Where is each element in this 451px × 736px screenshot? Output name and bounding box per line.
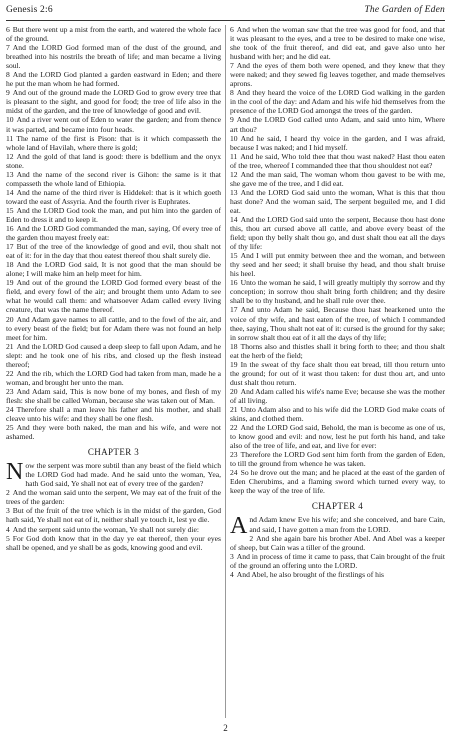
verse-text: And the man said, The woman whom thou gavest to be with me, she gave me of the tree, and I did eat. bbox=[230, 169, 445, 188]
verse-number: 13 bbox=[6, 169, 14, 179]
verse bbox=[230, 387, 445, 405]
verse-number: 4 bbox=[6, 524, 10, 534]
verse-text: And the LORD God caused a deep sleep to fall upon Adam, and he slept: and he took one of his ribs, and closed up the flesh instead thereof; bbox=[6, 341, 221, 369]
verse-number: 17 bbox=[6, 242, 14, 252]
verse bbox=[230, 251, 445, 278]
verse-number: 25 bbox=[6, 423, 14, 433]
verse-text: And the LORD God planted a garden eastward in Eden; and there he put the man whom he had formed. bbox=[6, 70, 221, 89]
verse-number: 11 bbox=[230, 151, 238, 161]
verse bbox=[6, 170, 221, 188]
right-chapter-verse-list bbox=[230, 534, 445, 579]
verse-text: And the LORD God said, It is not good that the man should be alone; I will make him an help meet for him. bbox=[6, 260, 221, 279]
verse bbox=[6, 224, 221, 242]
verse-number: 23 bbox=[6, 386, 14, 396]
verse bbox=[6, 405, 221, 423]
verse-text: And Adam gave names to all cattle, and to the fowl of the air, and to every beast of the field; but for Adam there was not found an help meet for him. bbox=[6, 314, 221, 342]
header-rule bbox=[6, 20, 445, 21]
verse-text: Unto Adam also and to his wife did the LORD God make coats of skins, and clothed them. bbox=[230, 404, 445, 424]
verse bbox=[6, 260, 221, 278]
chapter-opening-verse bbox=[230, 513, 445, 540]
verse-text: And they heard the voice of the LORD God walking in the garden in the cool of the day: and Adam and his wife hid themselves from the presence of the LORD God amongst the trees of the garden. bbox=[230, 88, 445, 116]
verse-text: And the name of the second river is Gihon: the same is it that compasseth the whole land of Ethiopia. bbox=[6, 169, 221, 188]
verse-text: And the rib, which the LORD God had taken from man, made he a woman, and brought her unto the man. bbox=[6, 368, 221, 387]
verse-text: And he said, I heard thy voice in the garden, and I was afraid, because I was naked; and I hid myself. bbox=[230, 133, 445, 152]
verse-text: And in process of time it came to pass, that Cain brought of the fruit of the ground an offering unto the LORD. bbox=[230, 551, 445, 570]
verse-number: 10 bbox=[230, 133, 238, 143]
verse-number: 10 bbox=[6, 115, 14, 125]
verse-text: And the LORD God said unto the woman, What is this that thou hast done? And the woman said, The serpent beguiled me, and I did eat. bbox=[230, 187, 445, 215]
verse-number: 2 bbox=[249, 533, 254, 543]
verse-text: ow the serpent was more subtil than any beast of the field which the LORD God had made. And he said unto the woman, Yea, hath God said, Ye shall not eat of every tree of the garden? bbox=[25, 461, 221, 489]
verse-text: And the LORD God called unto Adam, and said unto him, Where art thou? bbox=[230, 115, 445, 134]
verse-number: 2 bbox=[6, 488, 10, 498]
verse-number: 24 bbox=[6, 404, 14, 414]
verse-text: So he drove out the man; and he placed at the east of the garden of Eden Cherubims, and a flaming sword which turned every way, to keep the way of the tree of life. bbox=[230, 468, 445, 496]
verse-text: And the woman said unto the serpent, We may eat of the fruit of the trees of the garden: bbox=[6, 488, 221, 507]
left-column bbox=[6, 25, 221, 720]
verse bbox=[230, 570, 445, 579]
verse bbox=[6, 423, 221, 441]
right-verse-list bbox=[230, 25, 445, 495]
verse bbox=[6, 152, 221, 170]
verse bbox=[6, 242, 221, 260]
drop-cap: N bbox=[6, 459, 24, 486]
verse-number: 16 bbox=[6, 224, 14, 234]
verse-text: Thorns also and thistles shall it bring forth to thee; and thou shalt eat the herb of the field; bbox=[230, 341, 445, 360]
verse-text: But of the tree of the knowledge of good and evil, thou shalt not eat of it: for in the day that thou eatest thereof thou shalt surely die. bbox=[6, 242, 221, 261]
verse-number: 7 bbox=[230, 61, 234, 71]
chapter-heading: CHAPTER 3 bbox=[87, 447, 140, 458]
verse-number: 8 bbox=[6, 70, 10, 80]
verse-text: And she again bare his brother Abel. And Abel was a keeper of sheep, but Cain was a tiller of the ground. bbox=[230, 533, 445, 552]
verse-number: 24 bbox=[230, 468, 238, 478]
verse-text: And the LORD God said, Behold, the man is become as one of us, to know good and evil: and now, lest he put forth his hand, and take also of the tree of life, and eat, and live for ever: bbox=[230, 423, 445, 451]
verse-number: 17 bbox=[230, 305, 238, 315]
verse bbox=[230, 360, 445, 387]
verse bbox=[6, 506, 221, 524]
verse-number: 3 bbox=[230, 551, 234, 561]
verse-number: 19 bbox=[230, 359, 238, 369]
verse-text: nd Adam knew Eve his wife; and she conceived, and bare Cain, and said, I have gotten a man from the LORD. bbox=[249, 515, 445, 534]
verse bbox=[6, 387, 221, 405]
verse-number: 18 bbox=[230, 341, 238, 351]
verse-number: 23 bbox=[230, 450, 238, 460]
verse bbox=[6, 206, 221, 224]
verse-text: And out of the ground the LORD God formed every beast of the field, and every fowl of the air; and brought them unto Adam to see what he would call them: and whatsoever Adam called every living creature, that was the name thereof. bbox=[6, 278, 221, 315]
verse-text: And out of the ground made the LORD God to grow every tree that is pleasant to the sight, and good for food; the tree of life also in the midst of the garden, and the tree of knowledge of good and evil. bbox=[6, 88, 221, 116]
verse-number: 22 bbox=[230, 423, 238, 433]
verse bbox=[6, 88, 221, 115]
left-chapter-verse-list bbox=[6, 488, 221, 551]
verse-number: 21 bbox=[6, 341, 14, 351]
verse-number: 20 bbox=[6, 314, 14, 324]
chapter-opening-verse bbox=[6, 461, 221, 488]
verse bbox=[230, 215, 445, 251]
verse-text: And he said, Who told thee that thou wast naked? Hast thou eaten of the tree, whereof I commanded thee that thou shouldest not eat? bbox=[230, 151, 445, 170]
verse-text: And the LORD God formed man of the dust of the ground, and breathed into his nostrils the breath of life; and man became a living soul. bbox=[6, 43, 221, 71]
verse bbox=[6, 534, 221, 552]
verse-number: 21 bbox=[230, 404, 238, 414]
verse-text: Therefore the LORD God sent him forth from the garden of Eden, to till the ground from whence he was taken. bbox=[230, 450, 445, 469]
chapter-heading: CHAPTER 4 bbox=[311, 501, 364, 512]
right-column bbox=[230, 25, 445, 720]
verse bbox=[230, 152, 445, 170]
verse-number: 22 bbox=[6, 368, 14, 378]
verse bbox=[230, 534, 445, 552]
column-divider bbox=[225, 25, 226, 718]
verse-text: And the eyes of them both were opened, and they knew that they were naked; and they sewed fig leaves together, and made themselves aprons. bbox=[230, 61, 445, 89]
header-reference: Genesis 2:6 bbox=[6, 5, 53, 15]
verse-text: And when the woman saw that the tree was good for food, and that it was pleasant to the eyes, and a tree to be desired to make one wise, she took of the fruit thereof, and did eat, and gave also unto her husband with her; and he did eat. bbox=[230, 25, 445, 62]
verse-text: Unto the woman he said, I will greatly multiply thy sorrow and thy conception; in sorrow thou shalt bring forth children; and thy desire shall be to thy husband, and he shall rule over thee. bbox=[230, 278, 445, 306]
verse-text: The name of the first is Pison: that is it which compasseth the whole land of Havilah, where there is gold; bbox=[6, 133, 221, 152]
verse bbox=[230, 342, 445, 360]
verse-text: And unto Adam he said, Because thou hast hearkened unto the voice of thy wife, and hast eaten of the tree, of which I commanded thee, saying, Thou shalt not eat of it: cursed is the ground for thy sake; in sorrow shalt thou eat of it all the days of thy life; bbox=[230, 305, 445, 342]
verse-text: And Adam said, This is now bone of my bones, and flesh of my flesh: she shall be called Woman, because she was taken out of Man. bbox=[6, 386, 221, 405]
verse-number: 6 bbox=[6, 25, 10, 34]
verse bbox=[230, 88, 445, 115]
verse bbox=[6, 525, 221, 534]
verse-number: 5 bbox=[6, 533, 10, 543]
verse-number: 3 bbox=[6, 506, 10, 516]
verse-number: 13 bbox=[230, 187, 238, 197]
verse bbox=[230, 450, 445, 468]
verse bbox=[6, 488, 221, 506]
verse-text: And the LORD God commanded the man, saying, Of every tree of the garden thou mayest freely eat: bbox=[6, 224, 221, 243]
verse bbox=[230, 25, 445, 61]
verse-number: 16 bbox=[230, 278, 238, 288]
verse-text: And the gold of that land is good: there is bdellium and the onyx stone. bbox=[6, 151, 221, 170]
verse bbox=[230, 188, 445, 215]
verse-number: 6 bbox=[230, 25, 234, 34]
verse bbox=[6, 25, 221, 43]
verse bbox=[230, 468, 445, 495]
verse-text: But there went up a mist from the earth, and watered the whole face of the ground. bbox=[6, 25, 221, 44]
verse-number: 18 bbox=[6, 260, 14, 270]
verse bbox=[6, 369, 221, 387]
verse-number: 9 bbox=[230, 115, 234, 125]
drop-cap: A bbox=[230, 513, 248, 540]
verse bbox=[6, 342, 221, 369]
left-verse-list bbox=[6, 25, 221, 441]
verse bbox=[230, 405, 445, 423]
verse-number: 12 bbox=[6, 151, 14, 161]
running-header bbox=[6, 5, 445, 19]
verse-text: For God doth know that in the day ye eat thereof, then your eyes shall be opened, and ye shall be as gods, knowing good and evil. bbox=[6, 533, 221, 552]
verse-text: And the LORD God said unto the serpent, Because thou hast done this, thou art cursed above all cattle, and above every beast of the field; upon thy belly shalt thou go, and dust shalt thou eat all the days of thy life: bbox=[230, 214, 445, 252]
verse bbox=[6, 70, 221, 88]
verse-text: And the serpent said unto the woman, Ye shall not surely die: bbox=[12, 524, 200, 534]
verse-number: 19 bbox=[6, 278, 14, 288]
verse-text: Therefore shall a man leave his father and his mother, and shall cleave unto his wife: and they shall be one flesh. bbox=[6, 404, 221, 424]
verse-number: 14 bbox=[6, 187, 14, 197]
verse bbox=[230, 115, 445, 133]
verse bbox=[6, 315, 221, 342]
verse-number: 8 bbox=[230, 88, 234, 98]
verse-number: 9 bbox=[6, 88, 10, 98]
verse-text: But of the fruit of the tree which is in the midst of the garden, God hath said, Ye shall not eat of it, neither shall ye touch it, lest ye die. bbox=[6, 506, 221, 525]
verse-text: And the LORD God took the man, and put him into the garden of Eden to dress it and to keep it. bbox=[6, 205, 221, 224]
verse bbox=[6, 43, 221, 70]
verse bbox=[230, 170, 445, 188]
verse bbox=[6, 115, 221, 133]
verse-number: 12 bbox=[230, 169, 238, 179]
verse-number: 15 bbox=[230, 251, 238, 261]
verse bbox=[230, 423, 445, 450]
verse-text: And Abel, he also brought of the firstlings of his bbox=[236, 569, 385, 579]
verse-number: 7 bbox=[6, 43, 10, 53]
verse-number: 11 bbox=[6, 133, 14, 143]
page-number: 2 bbox=[223, 723, 228, 733]
verse-text: And Adam called his wife's name Eve; because she was the mother of all living. bbox=[230, 386, 445, 405]
verse bbox=[6, 278, 221, 314]
header-title: The Garden of Eden bbox=[364, 5, 445, 15]
verse-text: And the name of the third river is Hiddekel: that is it which goeth toward the east of Assyria. And the fourth river is Euphrates. bbox=[6, 187, 221, 206]
verse-number: 15 bbox=[6, 205, 14, 215]
verse-text: And they were both naked, the man and his wife, and were not ashamed. bbox=[6, 423, 221, 442]
verse bbox=[230, 61, 445, 88]
verse-text: And a river went out of Eden to water the garden; and from thence it was parted, and became into four heads. bbox=[6, 115, 221, 134]
verse-number: 4 bbox=[230, 569, 234, 579]
verse-number: 20 bbox=[230, 386, 238, 396]
verse bbox=[230, 134, 445, 152]
verse bbox=[6, 134, 221, 152]
verse-number: 14 bbox=[230, 214, 238, 224]
verse bbox=[230, 278, 445, 305]
verse bbox=[230, 552, 445, 570]
verse bbox=[6, 188, 221, 206]
verse bbox=[230, 305, 445, 341]
verse-text: And I will put enmity between thee and the woman, and between thy seed and her seed; it shall bruise thy head, and thou shalt bruise his heel. bbox=[230, 251, 445, 279]
verse-text: In the sweat of thy face shalt thou eat bread, till thou return unto the ground; for out of it wast thou taken: for dust thou art, and unto dust shalt thou return. bbox=[230, 359, 445, 387]
